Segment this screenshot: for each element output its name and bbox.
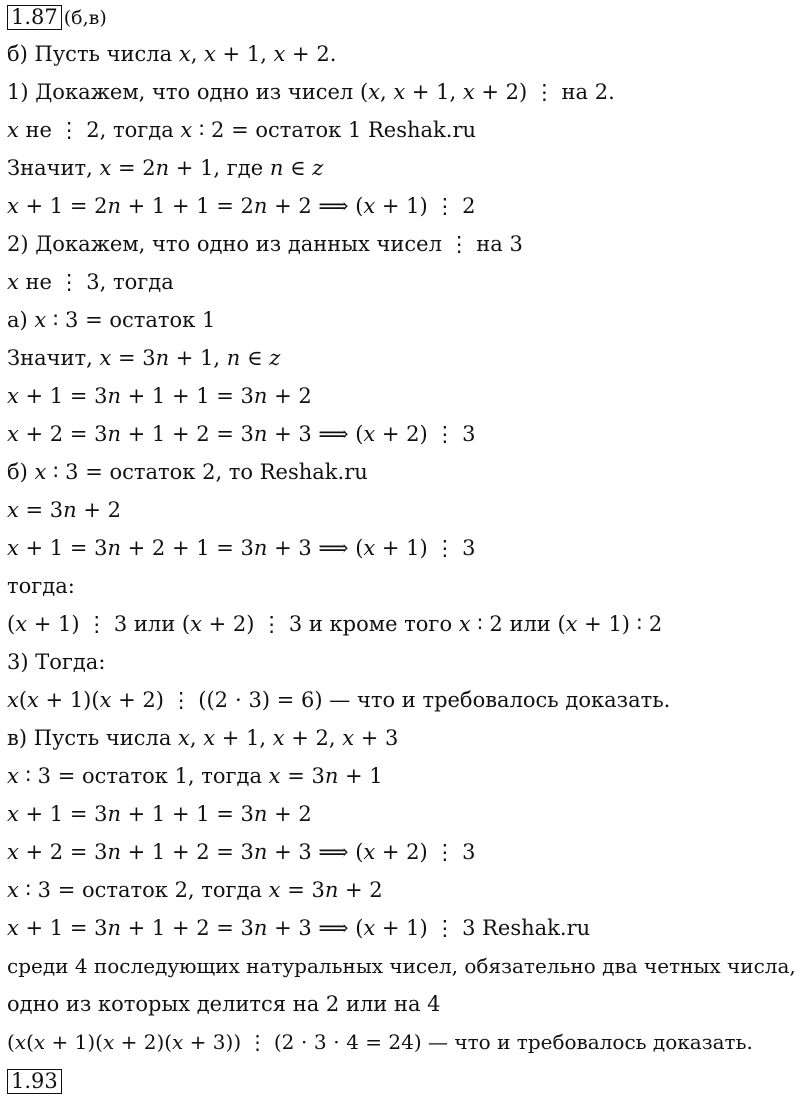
- text-line: 3) Тогда:: [7, 650, 106, 674]
- text-line: 𝑥(𝑥 + 1)(𝑥 + 2) ⋮ ((2 ⋅ 3) = 6) — что и требовалось доказать.: [7, 688, 671, 712]
- next-problem: [7, 1068, 64, 1094]
- text-line: б) 𝑥 ∶ 3 = остаток 2, то Reshak.ru: [7, 460, 368, 484]
- text-line: в) Пусть числа 𝑥, 𝑥 + 1, 𝑥 + 2, 𝑥 + 3: [7, 726, 399, 750]
- text-line: (𝑥(𝑥 + 1)(𝑥 + 2)(𝑥 + 3)) ⋮ (2 ⋅ 3 ⋅ 4 = 24) — что и требовалось доказать.: [7, 1030, 753, 1054]
- text-line: 𝑥 не ⋮ 2, тогда 𝑥 ∶ 2 = остаток 1 Reshak.ru: [7, 118, 477, 142]
- text-line: 𝑥 ∶ 3 = остаток 2, тогда 𝑥 = 3𝑛 + 2: [7, 878, 383, 902]
- problem-header: [7, 4, 107, 30]
- text-line: 𝑥 + 1 = 3𝑛 + 2 + 1 = 3𝑛 + 3 ⟹ (𝑥 + 1) ⋮ 3: [7, 536, 476, 560]
- text-line: Значит, 𝑥 = 3𝑛 + 1, 𝑛 ∈ 𝑧: [7, 346, 281, 370]
- text-line: б) Пусть числа 𝑥, 𝑥 + 1, 𝑥 + 2.: [7, 42, 337, 66]
- text-line: 1) Докажем, что одно из чисел (𝑥, 𝑥 + 1, 𝑥 + 2) ⋮ на 2.: [7, 80, 615, 104]
- text-line: тогда:: [7, 574, 75, 598]
- text-line: 2) Докажем, что одно из данных чисел ⋮ на 3: [7, 232, 523, 256]
- text-line: 𝑥 = 3𝑛 + 2: [7, 498, 121, 522]
- text-line: 𝑥 + 1 = 3𝑛 + 1 + 1 = 3𝑛 + 2: [7, 384, 312, 408]
- text-line: а) 𝑥 ∶ 3 = остаток 1: [7, 308, 216, 332]
- text-line: 𝑥 + 2 = 3𝑛 + 1 + 2 = 3𝑛 + 3 ⟹ (𝑥 + 2) ⋮ 3: [7, 840, 476, 864]
- problem-number-box: 1.87: [7, 5, 62, 30]
- text-line: 𝑥 + 1 = 3𝑛 + 1 + 2 = 3𝑛 + 3 ⟹ (𝑥 + 1) ⋮ 3 Reshak.ru: [7, 916, 591, 940]
- text-line: 𝑥 + 1 = 3𝑛 + 1 + 1 = 3𝑛 + 2: [7, 802, 312, 826]
- text-line: 𝑥 ∶ 3 = остаток 1, тогда 𝑥 = 3𝑛 + 1: [7, 764, 383, 788]
- text-line: 𝑥 не ⋮ 3, тогда: [7, 270, 174, 294]
- text-line: Значит, 𝑥 = 2𝑛 + 1, где 𝑛 ∈ 𝑧: [7, 156, 324, 180]
- text-line: среди 4 последующих натуральных чисел, обязательно два четных числа,: [7, 954, 796, 978]
- text-line: 𝑥 + 2 = 3𝑛 + 1 + 2 = 3𝑛 + 3 ⟹ (𝑥 + 2) ⋮ 3: [7, 422, 476, 446]
- text-line: одно из которых делится на 2 или на 4: [7, 992, 441, 1016]
- text-line: 𝑥 + 1 = 2𝑛 + 1 + 1 = 2𝑛 + 2 ⟹ (𝑥 + 1) ⋮ 2: [7, 194, 476, 218]
- problem-parts: (б,в): [63, 7, 107, 29]
- text-line: (𝑥 + 1) ⋮ 3 или (𝑥 + 2) ⋮ 3 и кроме того 𝑥 ∶ 2 или (𝑥 + 1) ∶ 2: [7, 612, 663, 636]
- next-problem-number-box: 1.93: [7, 1069, 62, 1094]
